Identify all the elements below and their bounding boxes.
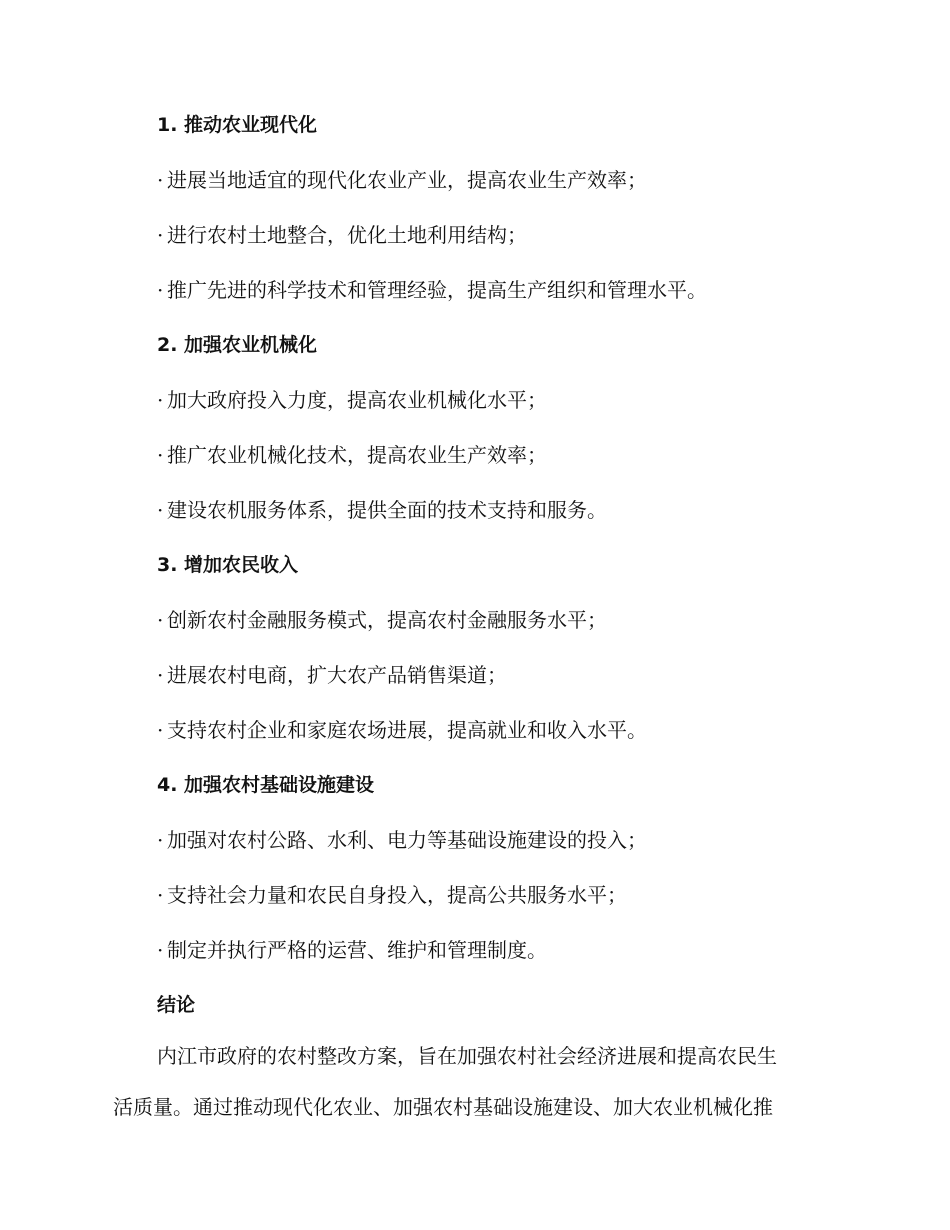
bullet-marker: · (157, 388, 164, 412)
conclusion-heading: 结论 (157, 994, 196, 1016)
bullet-marker: · (157, 663, 164, 687)
bullet-text: 支持社会力量和农民自身投入，提高公共服务水平； (167, 883, 627, 907)
bullet-text: 推广农业机械化技术，提高农业生产效率； (167, 443, 547, 467)
bullet-marker: · (157, 498, 164, 522)
bullet-marker: · (157, 608, 164, 632)
bullet-marker: · (157, 718, 164, 742)
document-body (113, 108, 838, 1124)
bullet-item (157, 218, 838, 252)
bullet-text: 创新农村金融服务模式，提高农村金融服务水平； (167, 608, 607, 632)
bullet-item (157, 163, 838, 197)
section-heading: 4. 加强农村基础设施建设 (157, 774, 375, 796)
bullet-text: 加强对农村公路、水利、电力等基础设施建设的投入； (167, 828, 647, 852)
bullet-marker: · (157, 168, 164, 192)
bullet-marker: · (157, 278, 164, 302)
bullet-item (157, 823, 838, 857)
bullet-item (157, 713, 838, 747)
bullet-item (157, 603, 838, 637)
bullet-item (157, 273, 838, 307)
bullet-text: 进展当地适宜的现代化农业产业，提高农业生产效率； (167, 168, 647, 192)
bullet-text: 建设农机服务体系，提供全面的技术支持和服务。 (167, 498, 607, 522)
bullet-text: 推广先进的科学技术和管理经验，提高生产组织和管理水平。 (167, 278, 707, 302)
section-heading: 2. 加强农业机械化 (157, 334, 318, 356)
section-heading: 3. 增加农民收入 (157, 554, 299, 576)
conclusion-paragraph (113, 1039, 838, 1124)
bullet-text: 制定并执行严格的运营、维护和管理制度。 (167, 938, 547, 962)
bullet-marker: · (157, 883, 164, 907)
bullet-marker: · (157, 938, 164, 962)
bullet-marker: · (157, 443, 164, 467)
bullet-item (157, 933, 838, 967)
section-heading: 1. 推动农业现代化 (157, 114, 318, 136)
bullet-text: 加大政府投入力度，提高农业机械化水平； (167, 388, 547, 412)
paragraph-line: 内江市政府的农村整改方案，旨在加强农村社会经济进展和提高农民生 (157, 1044, 777, 1068)
bullet-marker: · (157, 828, 164, 852)
bullet-item (157, 493, 838, 527)
bullet-item (157, 438, 838, 472)
bullet-text: 支持农村企业和家庭农场进展，提高就业和收入水平。 (167, 718, 647, 742)
paragraph-line: 活质量。通过推动现代化农业、加强农村基础设施建设、加大农业机械化推 (113, 1095, 773, 1119)
bullet-item (157, 383, 838, 417)
bullet-text: 进展农村电商，扩大农产品销售渠道； (167, 663, 507, 687)
bullet-marker: · (157, 223, 164, 247)
bullet-item (157, 878, 838, 912)
bullet-text: 进行农村土地整合，优化土地利用结构； (167, 223, 527, 247)
bullet-item (157, 658, 838, 692)
